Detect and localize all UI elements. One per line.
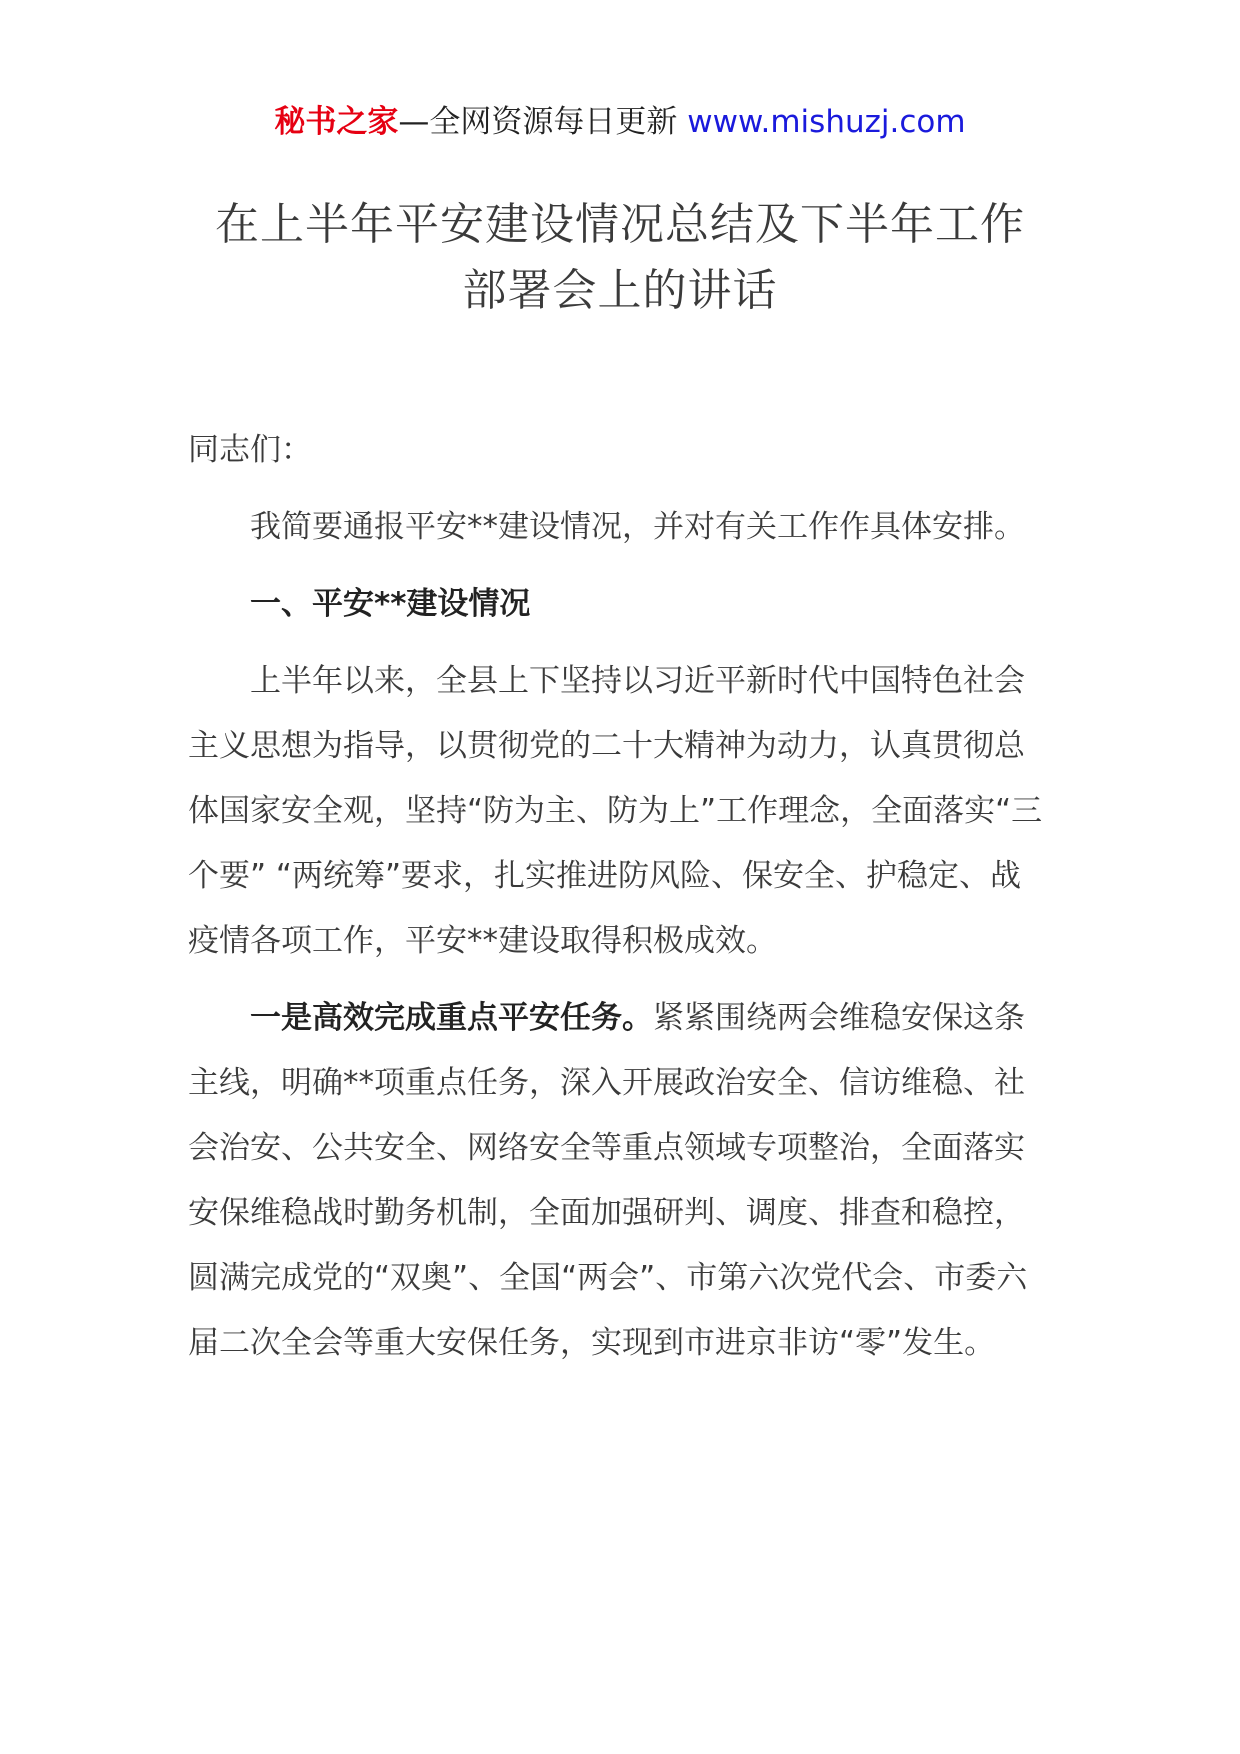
header-tagline: —全网资源每日更新 [398,104,678,140]
site-url-link[interactable]: www.mishuzj.com [687,104,966,140]
site-header [0,100,1240,144]
point-text: 紧紧围绕两会维稳安保这条主线，明确**项重点任务，深入开展政治安全、信访维稳、社会治安、公共安全、网络安全等重点领域专项整治，全面落实安保维稳战时勤务机制，全面加强研判、调度、排查和稳控，圆满完成党的“双奥”、全国“两会”、市第六次党代会、市委六届二次全会等重大安保任务，实现到市进京非访“零”发生。 [188,1000,1028,1361]
point-lead: 一是高效完成重点平安任务。 [250,1000,653,1036]
brand-name: 秘书之家 [274,104,399,140]
intro-paragraph: 我简要通报平安**建设情况，并对有关工作作具体安排。 [250,509,1025,545]
section-heading: 一、平安**建设情况 [250,586,531,622]
salutation: 同志们： [188,432,312,468]
point-paragraph [188,986,1050,1376]
document-title [150,192,1090,324]
section-paragraph: 上半年以来，全县上下坚持以习近平新时代中国特色社会主义思想为指导，以贯彻党的二十大精神为动力，认真贯彻总体国家安全观，坚持“防为主、防为上”工作理念，全面落实“三个要” “两统筹”要求，扎实推进防风险、保安全、护稳定、战疫情各项工作，平安**建设取得积极成效。 [188,663,1043,959]
document-body [188,418,1050,1388]
title-line-1: 在上半年平安建设情况总结及下半年工作 [215,199,1025,250]
title-line-2: 部署会上的讲话 [462,265,778,316]
